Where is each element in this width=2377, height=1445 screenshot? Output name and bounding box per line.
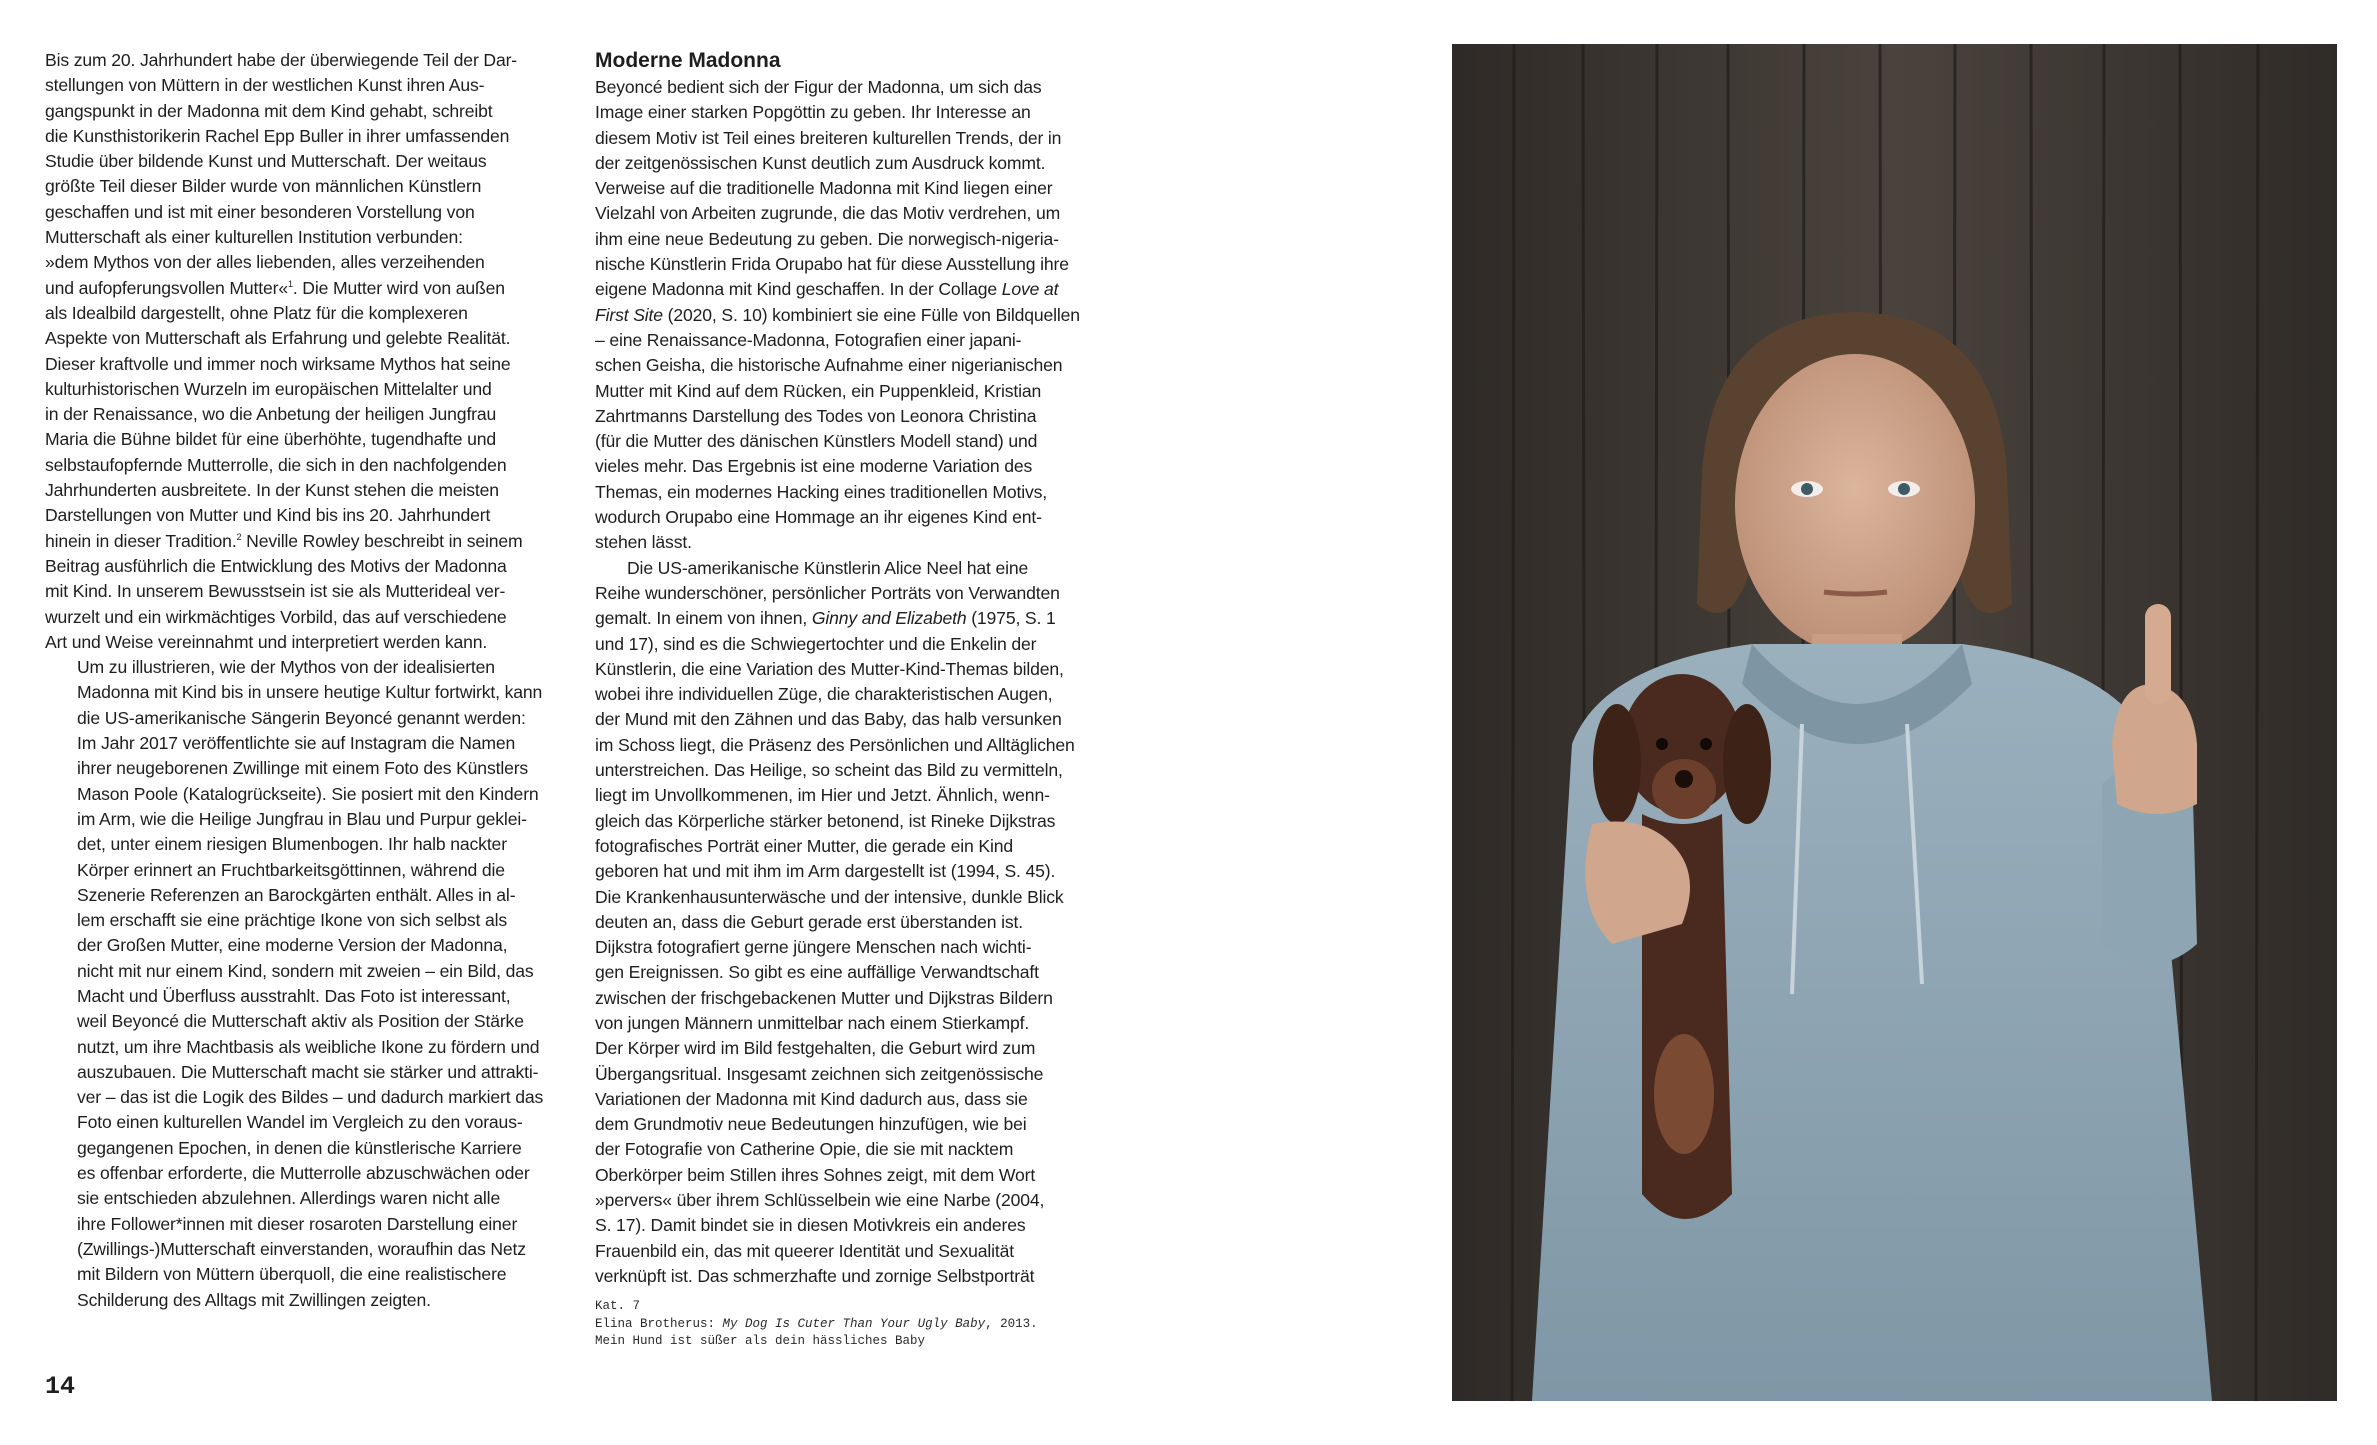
text-line: im Arm, wie die Heilige Jungfrau in Blau und Purpur geklei- xyxy=(77,808,527,829)
artwork-title: Love at xyxy=(1001,279,1059,300)
text-line: Die US-amerikanische Künstlerin Alice Neel hat eine xyxy=(627,557,1029,578)
text-line: nicht mit nur einem Kind, sondern mit zweien – ein Bild, das xyxy=(77,960,534,981)
image-caption xyxy=(595,1298,1038,1351)
text-line: als Idealbild dargestellt, ohne Platz für die komplexeren xyxy=(45,302,468,323)
dog-muzzle xyxy=(1652,759,1716,819)
text-line: gangspunkt in der Madonna mit dem Kind gehabt, schreibt xyxy=(45,100,493,121)
text-line: Aspekte von Mutterschaft als Erfahrung und gelebte Realität. xyxy=(45,328,511,349)
photo-illustration xyxy=(1452,44,2337,1401)
text-line xyxy=(45,276,565,301)
text-line xyxy=(595,277,1125,302)
text-line: Die Krankenhausunterwäsche und der intensive, dunkle Blick xyxy=(595,886,1064,907)
paragraph xyxy=(45,655,565,1313)
text-line: Mutterschaft als einer kulturellen Institution verbunden: xyxy=(45,227,463,248)
caption-year: , 2013. xyxy=(985,1316,1038,1331)
text-line: wodurch Orupabo eine Hommage an ihr eigenes Kind ent- xyxy=(595,507,1042,528)
footnote-marker: 1 xyxy=(287,278,293,289)
text-line: dem Grundmotiv neue Bedeutungen hinzufügen, wie bei xyxy=(595,1114,1027,1135)
text-line: ihre Follower*innen mit dieser rosaroten Darstellung einer xyxy=(77,1213,518,1234)
text-line: Im Jahr 2017 veröffentlichte sie auf Instagram die Namen xyxy=(77,733,516,754)
text-fragment: (2020, S. 10) kombiniert sie eine Fülle von Bildquellen xyxy=(662,304,1080,325)
dog-ear-right xyxy=(1723,704,1771,824)
text-line: Künstlerin, die eine Variation des Mutter-Kind-Themas bilden, xyxy=(595,658,1064,679)
footnote-marker: 2 xyxy=(236,531,242,542)
text-column-left xyxy=(45,48,565,1313)
text-line: selbstaufopfernde Mutterrolle, die sich in den nachfolgenden xyxy=(45,454,507,475)
text-line: »dem Mythos von der alles liebenden, alles verzeihenden xyxy=(45,252,485,273)
text-line: Oberkörper beim Stillen ihres Sohnes zeigt, mit dem Wort xyxy=(595,1164,1036,1185)
text-line: ihrer neugeborenen Zwillinge mit einem Foto des Künstlers xyxy=(77,758,529,779)
text-line: Dijkstra fotografiert gerne jüngere Menschen nach wichti- xyxy=(595,937,1032,958)
text-line: mit Bildern von Müttern überquoll, die eine realistischere xyxy=(77,1264,507,1285)
text-line: größte Teil dieser Bilder wurde von männlichen Künstlern xyxy=(45,176,482,197)
text-line: wobei ihre individuellen Züge, die charakteristischen Augen, xyxy=(595,684,1053,705)
text-fragment: hinein in dieser Tradition. xyxy=(45,530,237,551)
caption-artwork-title: My Dog Is Cuter Than Your Ugly Baby xyxy=(722,1316,986,1331)
text-line: nutzt, um ihre Machtbasis als weibliche Ikone zu fördern und xyxy=(77,1036,540,1057)
text-line xyxy=(45,529,565,554)
text-line: gegangenen Epochen, in denen die künstlerische Karriere xyxy=(77,1137,522,1158)
text-line: kulturhistorischen Wurzeln im europäischen Mittelalter und xyxy=(45,378,492,399)
portrait-photograph xyxy=(1452,44,2337,1401)
dog-nose xyxy=(1675,770,1693,788)
text-line: Themas, ein modernes Hacking eines traditionellen Motivs, xyxy=(595,481,1048,502)
text-line: Körper erinnert an Fruchtbarkeitsgöttinnen, während die xyxy=(77,859,505,880)
text-line: lem erschafft sie eine prächtige Ikone von sich selbst als xyxy=(77,910,508,931)
text-line: Bis zum 20. Jahrhundert habe der überwiegende Teil der Dar- xyxy=(45,50,517,70)
text-line: auszubauen. Die Mutterschaft macht sie stärker und attrakti- xyxy=(77,1061,539,1082)
text-line: Maria die Bühne bildet für eine überhöhte, tugendhafte und xyxy=(45,429,497,450)
artwork-title: First Site xyxy=(595,304,663,325)
text-line: der Großen Mutter, eine moderne Version der Madonna, xyxy=(77,935,508,956)
text-line: und 17), sind es die Schwiegertochter und die Enkelin der xyxy=(595,633,1037,654)
text-line: Variationen der Madonna mit Kind dadurch aus, dass sie xyxy=(595,1088,1028,1109)
text-line: Szenerie Referenzen an Barockgärten enthält. Alles in al- xyxy=(77,884,516,905)
text-line: Verweise auf die traditionelle Madonna mit Kind liegen einer xyxy=(595,178,1053,199)
text-line: sie entschieden abzulehnen. Allerdings waren nicht alle xyxy=(77,1188,501,1209)
text-line: Beitrag ausführlich die Entwicklung des Motivs der Madonna xyxy=(45,555,507,576)
text-line: (für die Mutter des dänischen Künstlers Modell stand) und xyxy=(595,431,1038,452)
face xyxy=(1735,354,1975,654)
text-line: stellungen von Müttern in der westlichen Kunst ihren Aus- xyxy=(45,75,485,96)
text-line: Zahrtmanns Darstellung des Todes von Leonora Christina xyxy=(595,405,1037,426)
text-line: der Mund mit den Zähnen und das Baby, das halb versunken xyxy=(595,709,1062,730)
text-line: der Fotografie von Catherine Opie, die sie mit nacktem xyxy=(595,1139,1014,1160)
text-line: Mutter mit Kind auf dem Rücken, ein Puppenkleid, Kristian xyxy=(595,380,1042,401)
text-line: Darstellungen von Mutter und Kind bis ins 20. Jahrhundert xyxy=(45,505,491,526)
text-line: Image einer starken Popgöttin zu geben. Ihr Interesse an xyxy=(595,102,1031,123)
dog-ear-left xyxy=(1593,704,1641,824)
text-line: Frauenbild ein, das mit queerer Identität und Sexualität xyxy=(595,1240,1014,1261)
text-fragment: (1975, S. 1 xyxy=(966,608,1056,629)
text-line: die Kunsthistorikerin Rachel Epp Buller in ihrer umfassenden xyxy=(45,125,510,146)
text-line: Beyoncé bedient sich der Figur der Madonna, um sich das xyxy=(595,77,1042,97)
paragraph xyxy=(45,48,565,655)
text-line: stehen lässt. xyxy=(595,532,692,553)
text-line: Vielzahl von Arbeiten zugrunde, die das Motiv verdrehen, um xyxy=(595,203,1061,224)
dog-belly xyxy=(1654,1034,1714,1154)
text-line: (Zwillings-)Mutterschaft einverstanden, woraufhin das Netz xyxy=(77,1238,526,1259)
text-line: »pervers« über ihrem Schlüsselbein wie eine Narbe (2004, xyxy=(595,1190,1045,1211)
text-line: geboren hat und mit ihm im Arm dargestellt ist (1994, S. 45). xyxy=(595,861,1056,882)
text-line: liegt im Unvollkommenen, im Hier und Jetzt. Ähnlich, wenn- xyxy=(595,785,1050,806)
text-line xyxy=(595,606,1125,631)
paragraph xyxy=(595,75,1125,556)
text-line: det, unter einem riesigen Blumenbogen. Ihr halb nackter xyxy=(77,834,507,855)
text-line: nische Künstlerin Frida Orupabo hat für diese Ausstellung ihre xyxy=(595,254,1069,275)
section-heading: Moderne Madonna xyxy=(595,49,781,72)
page-number: 14 xyxy=(45,1372,76,1401)
text-line: schen Geisha, die historische Aufnahme einer nigerianischen xyxy=(595,355,1063,376)
text-line: unterstreichen. Das Heilige, so scheint das Bild zu vermitteln, xyxy=(595,760,1063,781)
text-line: geschaffen und ist mit einer besonderen Vorstellung von xyxy=(45,201,475,222)
caption-artist: Elina Brotherus: xyxy=(595,1316,723,1331)
text-line: die US-amerikanische Sängerin Beyoncé genannt werden: xyxy=(77,707,526,728)
catalog-number: Kat. 7 xyxy=(595,1299,641,1313)
text-line: von jungen Männern unmittelbar nach einem Stierkampf. xyxy=(595,1012,1030,1033)
text-line: Um zu illustrieren, wie der Mythos von der idealisierten xyxy=(77,657,495,678)
text-line: Jahrhunderten ausbreitete. In der Kunst stehen die meisten xyxy=(45,480,499,501)
text-line: Übergangsritual. Insgesamt zeichnen sich zeitgenössische xyxy=(595,1063,1044,1084)
text-line: wurzelt und ein wirkmächtiges Vorbild, das auf verschiedene xyxy=(45,606,507,627)
text-fragment: und aufopferungsvollen Mutter« xyxy=(45,277,288,298)
artwork-title: Ginny and Elizabeth xyxy=(811,608,967,629)
text-line: in der Renaissance, wo die Anbetung der heiligen Jungfrau xyxy=(45,404,497,425)
text-fragment: eigene Madonna mit Kind geschaffen. In der Collage xyxy=(595,279,1002,300)
text-line xyxy=(595,303,1125,328)
text-line: vieles mehr. Das Ergebnis ist eine moderne Variation des xyxy=(595,456,1033,477)
text-fragment: gemalt. In einem von ihnen, xyxy=(595,608,812,629)
text-line: der zeitgenössischen Kunst deutlich zum Ausdruck kommt. xyxy=(595,152,1046,173)
text-line: Madonna mit Kind bis in unsere heutige Kultur fortwirkt, kann xyxy=(77,682,543,703)
text-line: deuten an, dass die Geburt gerade erst überstanden ist. xyxy=(595,911,1023,932)
text-line: weil Beyoncé die Mutterschaft aktiv als Position der Stärke xyxy=(77,1011,524,1032)
text-line: mit Kind. In unserem Bewusstsein ist sie als Mutterideal ver- xyxy=(45,581,506,602)
text-line: Foto einen kulturellen Wandel im Vergleich zu den voraus- xyxy=(77,1112,523,1133)
text-line: gleich das Körperliche stärker betonend, ist Rineke Dijkstras xyxy=(595,810,1056,831)
caption-translation: Mein Hund ist süßer als dein hässliches Baby xyxy=(595,1334,926,1348)
text-line: Dieser kraftvolle und immer noch wirksame Mythos hat seine xyxy=(45,353,511,374)
text-line: fotografisches Porträt einer Mutter, die gerade ein Kind xyxy=(595,835,1013,856)
text-fragment: Neville Rowley beschreibt in seinem xyxy=(241,530,523,551)
text-line: zwischen der frischgebackenen Mutter und Dijkstras Bildern xyxy=(595,987,1053,1008)
text-line: Art und Weise vereinnahmt und interpretiert werden kann. xyxy=(45,631,488,652)
text-line: im Schoss liegt, die Präsenz des Persönlichen und Alltäglichen xyxy=(595,734,1075,755)
dog-eye-left xyxy=(1656,738,1668,750)
text-line: S. 17). Damit bindet sie in diesen Motivkreis ein anderes xyxy=(595,1215,1026,1236)
text-line: es offenbar erforderte, die Mutterrolle abzuschwächen oder xyxy=(77,1163,530,1184)
text-fragment: . Die Mutter wird von außen xyxy=(292,277,505,298)
paragraph xyxy=(595,556,1125,1290)
text-line: – eine Renaissance-Madonna, Fotografien einer japani- xyxy=(595,329,1022,350)
left-iris xyxy=(1801,483,1813,495)
dog-eye-right xyxy=(1700,738,1712,750)
text-line: diesem Motiv ist Teil eines breiteren kulturellen Trends, der in xyxy=(595,127,1062,148)
caption-title-line xyxy=(595,1316,1038,1334)
text-line: ihm eine neue Bedeutung zu geben. Die norwegisch-nigeria- xyxy=(595,228,1059,249)
text-line: Studie über bildende Kunst und Mutterschaft. Der weitaus xyxy=(45,151,487,172)
text-column-right xyxy=(595,48,1125,1289)
text-line: Reihe wunderschöner, persönlicher Porträts von Verwandten xyxy=(595,582,1060,603)
text-line: Macht und Überfluss ausstrahlt. Das Foto ist interessant, xyxy=(77,985,511,1006)
text-line: Der Körper wird im Bild festgehalten, die Geburt wird zum xyxy=(595,1038,1036,1059)
raised-middle-finger xyxy=(2145,604,2171,704)
text-line: gen Ereignissen. So gibt es eine auffällige Verwandtschaft xyxy=(595,962,1039,983)
text-line: ver – das ist die Logik des Bildes – und dadurch markiert das xyxy=(77,1087,544,1108)
text-line: Mason Poole (Katalogrückseite). Sie posiert mit den Kindern xyxy=(77,783,539,804)
text-line: Schilderung des Alltags mit Zwillingen zeigten. xyxy=(77,1289,431,1310)
text-line: verknüpft ist. Das schmerzhafte und zornige Selbstporträt xyxy=(595,1265,1035,1286)
right-iris xyxy=(1898,483,1910,495)
mouth xyxy=(1824,592,1887,594)
